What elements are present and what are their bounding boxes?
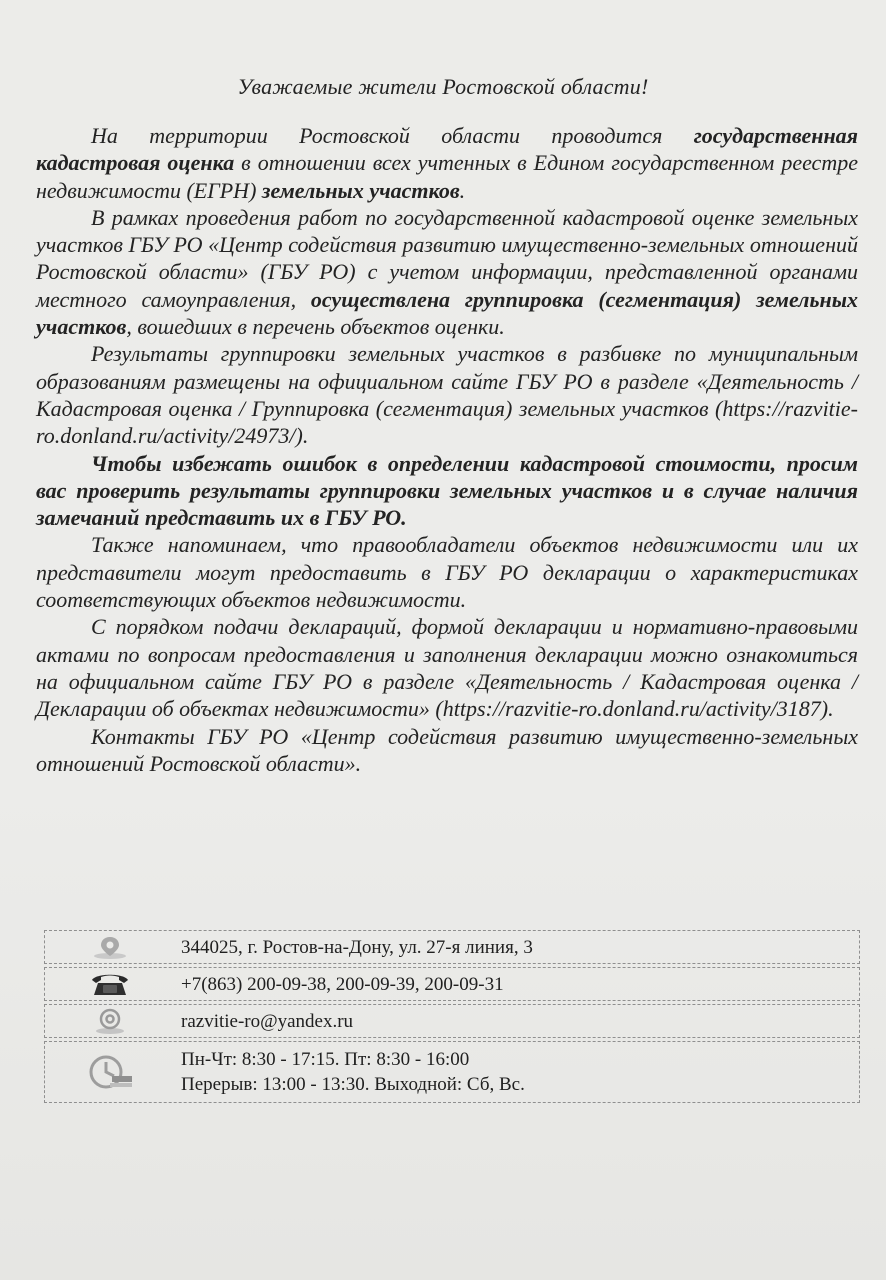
contact-row-address [44,930,860,964]
letter-body [36,122,858,777]
greeting-heading: Уважаемые жители Ростовской области! [237,74,649,99]
contact-row-email [44,1004,860,1038]
paragraph-declaration-procedure: С порядком подачи деклараций, формой декларации и нормативно-правовыми актами по вопросам предоставления и заполнения декларации можно ознакомиться на официальном сайте ГБУ РО в разделе «Деятельность / Кадастровая оценка / Декларации об объектах недвижимости» (https://razvitie-ro.donland.ru/activity/3187). [36,614,858,722]
email-text: razvitie-ro@yandex.ru [181,1010,354,1032]
email-icon [90,1007,130,1035]
location-pin-icon [90,934,130,960]
hours-break: Перерыв: 13:00 - 13:30. Выходной: Сб, Вс. [181,1074,525,1095]
paragraph-declarations: Также напоминаем, что правообладатели объектов недвижимости или их представители могут предоставить в ГБУ РО декларации о характеристиках соответствующих объектов недвижимости. [36,532,858,613]
paragraph-cadastral-valuation: На территории Ростовской области проводится государственная кадастровая оценка в отношении всех учтенных в Едином государственном реестре недвижимости (ЕГРН) земельных участков. [36,123,858,203]
hours-text [175,1047,859,1097]
paragraph-request: Чтобы избежать ошибок в определении кадастровой стоимости, просим вас проверить результаты группировки земельных участков и в случае наличия замечаний представить их в ГБУ РО. [36,450,858,531]
hours-weekdays: Пн-Чт: 8:30 - 17:15. Пт: 8:30 - 16:00 [181,1049,470,1070]
paragraph-contacts-intro: Контакты ГБУ РО «Центр содействия развитию имущественно-земельных отношений Ростовской области». [36,723,858,776]
telephone-icon [88,970,132,998]
contact-row-phone [44,967,860,1001]
paragraph-segmentation: В рамках проведения работ по государственной кадастровой оценке земельных участков ГБУ РО «Центр содействия развитию имущественно-земельных отношений Ростовской области» (ГБУ РО) с учетом информации, представленной органами местного самоуправления, осуществлена группировка (сегментация) земельных участков, вошедших в перечень объектов оценки. [36,204,859,340]
contacts-table [44,930,860,1106]
address-text: 344025, г. Ростов-на-Дону, ул. 27-я линия, 3 [181,936,533,958]
clock-icon [84,1050,136,1094]
phone-text: +7(863) 200-09-38, 200-09-39, 200-09-31 [181,973,504,995]
contact-row-hours [44,1041,860,1103]
paragraph-results: Результаты группировки земельных участков в разбивке по муниципальным образованиям размещены на официальном сайте ГБУ РО в разделе «Деятельность / Кадастровая оценка / Группировка (сегментация) земельных участков (https://razvitie-ro.donland.ru/activity/24973/). [36,341,858,449]
